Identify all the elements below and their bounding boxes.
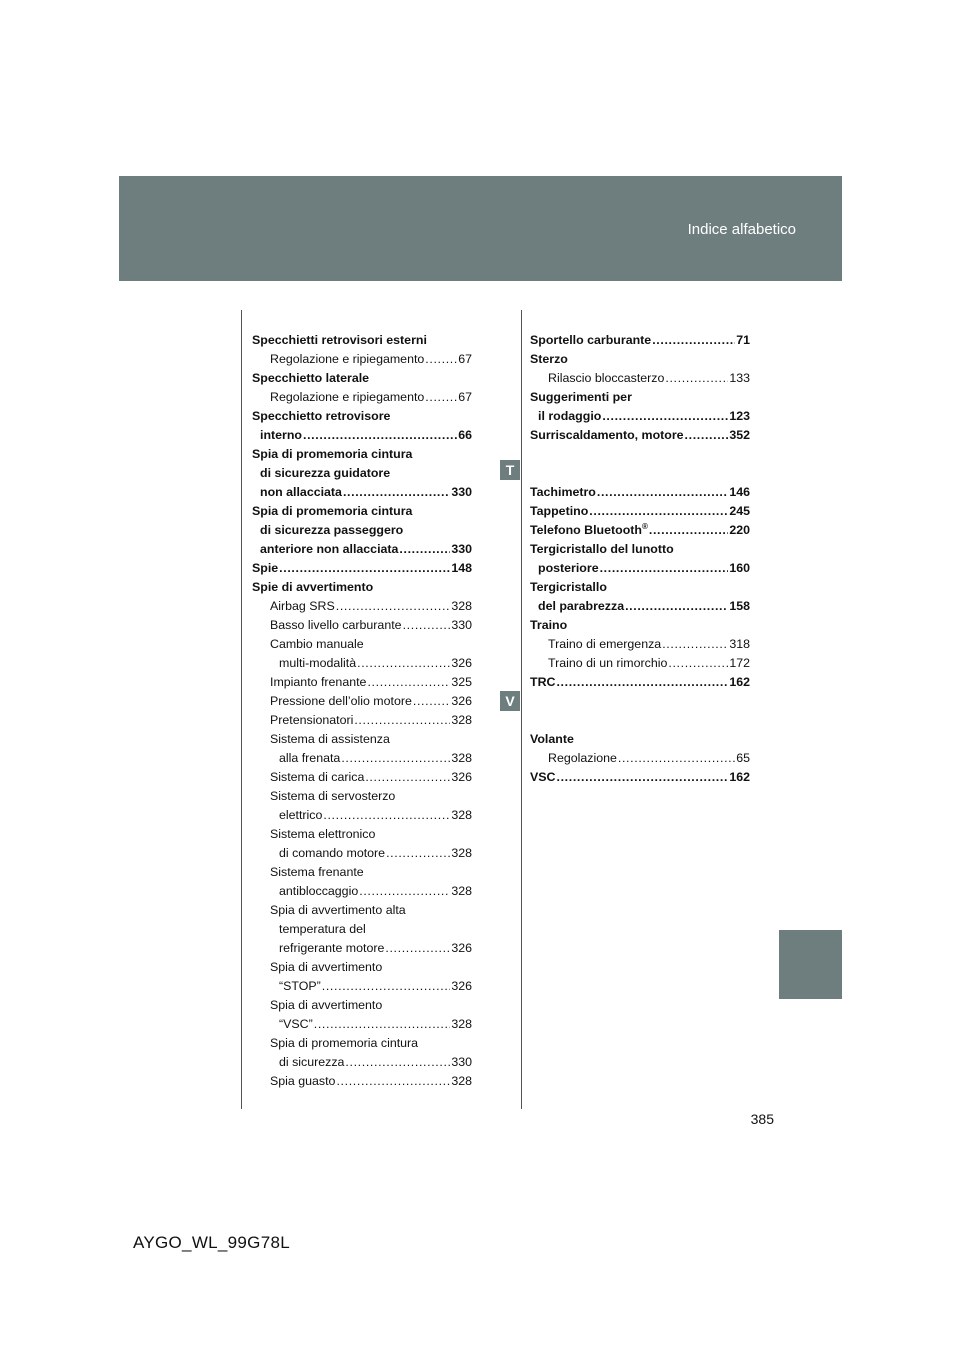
index-entry-term: Specchietto retrovisore — [252, 409, 391, 423]
index-entry-term: posteriore — [538, 561, 599, 575]
index-entry-term: temperatura del — [279, 922, 366, 936]
document-code: AYGO_WL_99G78L — [133, 1233, 290, 1252]
index-entry-page: 328 — [451, 713, 472, 727]
dot-leader — [322, 977, 451, 996]
dot-leader — [336, 1072, 450, 1091]
index-entry — [252, 692, 472, 711]
index-entry-page: 330 — [451, 542, 472, 556]
index-entry-term: Spia di promemoria cintura — [252, 447, 413, 461]
index-entry-term: Impianto frenante — [270, 675, 367, 689]
index-entry-term: Spia di promemoria cintura — [270, 1036, 419, 1050]
index-entry — [530, 502, 750, 521]
index-entry — [252, 483, 472, 502]
letter-badge-t: T — [500, 460, 520, 480]
index-entry-term: Surriscaldamento, motore — [530, 428, 684, 442]
index-group-t — [530, 483, 750, 692]
index-entry — [252, 977, 472, 996]
index-entry-page: 162 — [729, 675, 750, 689]
index-entry — [252, 996, 472, 1015]
index-entry-term: Spie di avvertimento — [252, 580, 374, 594]
index-entry — [252, 673, 472, 692]
index-entry-term: del parabrezza — [538, 599, 625, 613]
index-entry — [252, 749, 472, 768]
index-entry-page: 328 — [451, 1017, 472, 1031]
index-entry-term: Volante — [530, 732, 574, 746]
dot-leader — [357, 654, 450, 673]
index-entry — [252, 426, 472, 445]
index-entry-page: 133 — [729, 371, 750, 385]
dot-leader — [341, 749, 450, 768]
index-entry-page: 65 — [736, 751, 750, 765]
index-entry-page: 245 — [729, 504, 750, 518]
index-entry-term: Regolazione — [548, 751, 617, 765]
index-entry-page: 67 — [458, 390, 472, 404]
dot-leader — [359, 882, 450, 901]
index-entry-page: 328 — [451, 846, 472, 860]
index-entry — [252, 635, 472, 654]
dot-leader — [336, 597, 451, 616]
column-divider-middle — [521, 310, 522, 1109]
index-entry — [530, 559, 750, 578]
dot-leader — [425, 350, 457, 369]
index-entry-page: 328 — [451, 599, 472, 613]
index-entry-page: 328 — [451, 751, 472, 765]
index-entry-page: 148 — [451, 561, 472, 575]
index-entry — [530, 350, 750, 369]
index-entry-term: Pressione dell’olio motore — [270, 694, 412, 708]
index-entry — [252, 654, 472, 673]
dot-leader — [668, 654, 728, 673]
index-entry-term: Traino — [530, 618, 568, 632]
index-entry-term: il rodaggio — [538, 409, 602, 423]
dot-leader — [556, 768, 728, 787]
dot-leader — [425, 388, 457, 407]
index-entry-term: refrigerante motore — [279, 941, 385, 955]
index-entry-term: “VSC” — [279, 1017, 313, 1031]
registered-mark: ® — [641, 521, 648, 531]
index-entry — [252, 388, 472, 407]
index-entry — [252, 844, 472, 863]
index-group-v — [530, 730, 750, 787]
index-entry — [252, 1034, 472, 1053]
index-entry — [530, 578, 750, 597]
dot-leader — [602, 407, 728, 426]
index-entry — [530, 635, 750, 654]
dot-leader — [652, 331, 735, 350]
index-entry-page: 330 — [451, 1055, 472, 1069]
index-entry-term: Regolazione e ripiegamento — [270, 352, 425, 366]
index-entry-term: Airbag SRS — [270, 599, 335, 613]
index-entry-term: Spia di avvertimento — [270, 998, 383, 1012]
index-entry-term: Spie — [252, 561, 279, 575]
index-entry-term: Tergicristallo del lunotto — [530, 542, 674, 556]
index-entry-page: 330 — [451, 485, 472, 499]
index-entry-page: 160 — [729, 561, 750, 575]
index-entry — [252, 1053, 472, 1072]
index-entry — [252, 939, 472, 958]
index-entry-term: Tappetino — [530, 504, 589, 518]
index-entry-term: multi-modalità — [279, 656, 357, 670]
index-entry — [530, 540, 750, 559]
index-entry-term: TRC — [530, 675, 556, 689]
index-entry-term: Tachimetro — [530, 485, 596, 499]
dot-leader — [354, 711, 450, 730]
index-entry — [252, 730, 472, 749]
index-entry-term: Spia di promemoria cintura — [252, 504, 413, 518]
dot-leader — [625, 597, 728, 616]
index-entry — [530, 654, 750, 673]
index-entry — [530, 673, 750, 692]
dot-leader — [314, 1015, 451, 1034]
index-entry-page: 328 — [451, 808, 472, 822]
index-entry-page: 330 — [451, 618, 472, 632]
index-entry — [252, 559, 472, 578]
index-entry — [252, 806, 472, 825]
index-entry-term: di sicurezza guidatore — [260, 466, 391, 480]
index-entry — [252, 502, 472, 521]
index-entry — [252, 711, 472, 730]
index-entry — [530, 521, 750, 540]
index-entry — [530, 369, 750, 388]
index-entry — [252, 882, 472, 901]
index-entry — [252, 616, 472, 635]
index-entry-page: 326 — [451, 941, 472, 955]
dot-leader — [618, 749, 735, 768]
index-entry — [252, 350, 472, 369]
index-entry-term: Telefono Bluetooth® — [530, 521, 648, 537]
index-entry — [252, 407, 472, 426]
index-entry — [530, 749, 750, 768]
index-entry-term: Spia guasto — [270, 1074, 336, 1088]
index-entry — [252, 464, 472, 483]
dot-leader — [345, 1053, 450, 1072]
dot-leader — [367, 673, 450, 692]
header-band — [119, 176, 842, 281]
index-entry-term: antibloccaggio — [279, 884, 359, 898]
index-entry-page: 172 — [729, 656, 750, 670]
index-entry-term: VSC — [530, 770, 556, 784]
index-entry-term: Suggerimenti per — [530, 390, 632, 404]
page-number: 385 — [750, 1111, 774, 1127]
dot-leader — [413, 692, 450, 711]
index-entry-page: 162 — [729, 770, 750, 784]
index-entry-term: non allacciata — [260, 485, 342, 499]
index-entry-page: 318 — [729, 637, 750, 651]
index-entry — [252, 787, 472, 806]
dot-leader — [589, 502, 728, 521]
index-entry-page: 326 — [451, 979, 472, 993]
index-entry — [252, 331, 472, 350]
index-entry-term: anteriore non allacciata — [260, 542, 399, 556]
index-entry-page: 326 — [451, 694, 472, 708]
index-entry-term: di sicurezza — [279, 1055, 345, 1069]
index-entry — [252, 920, 472, 939]
index-entry-term: alla frenata — [279, 751, 341, 765]
dot-leader — [685, 426, 729, 445]
index-entry-page: 220 — [729, 523, 750, 537]
index-entry-page: 326 — [451, 656, 472, 670]
index-entry-term: Specchietti retrovisori esterni — [252, 333, 427, 347]
dot-leader — [600, 559, 729, 578]
index-entry — [530, 331, 750, 350]
dot-leader — [385, 939, 450, 958]
dot-leader — [399, 540, 450, 559]
index-entry-page: 352 — [729, 428, 750, 442]
index-entry-term: Spia di avvertimento — [270, 960, 383, 974]
section-title: Indice alfabetico — [687, 221, 796, 238]
index-entry-term: Specchietto laterale — [252, 371, 370, 385]
index-column-left — [252, 331, 472, 1091]
index-entry-page: 146 — [729, 485, 750, 499]
index-entry — [252, 597, 472, 616]
index-entry-term: Sistema frenante — [270, 865, 364, 879]
index-entry-term: di sicurezza passeggero — [260, 523, 404, 537]
index-entry — [252, 578, 472, 597]
index-entry-term: Sistema elettronico — [270, 827, 376, 841]
index-group-s — [530, 331, 750, 445]
index-entry — [530, 426, 750, 445]
index-entry — [252, 768, 472, 787]
index-entry-page: 328 — [451, 1074, 472, 1088]
index-entry — [252, 825, 472, 844]
dot-leader — [649, 521, 728, 540]
dot-leader — [597, 483, 728, 502]
index-entry-term: Traino di emergenza — [548, 637, 662, 651]
index-entry-term: Spia di avvertimento alta — [270, 903, 406, 917]
index-entry-page: 158 — [729, 599, 750, 613]
dot-leader — [662, 635, 728, 654]
index-entry-term: interno — [260, 428, 302, 442]
index-entry-term: Sistema di servosterzo — [270, 789, 396, 803]
index-entry-page: 67 — [458, 352, 472, 366]
letter-badge-v: V — [500, 691, 520, 711]
index-entry-page: 66 — [458, 428, 472, 442]
index-entry-page: 328 — [451, 884, 472, 898]
index-entry-term: “STOP” — [279, 979, 321, 993]
index-entry — [252, 540, 472, 559]
index-entry-term: Basso livello carburante — [270, 618, 402, 632]
index-entry — [252, 1015, 472, 1034]
dot-leader — [323, 806, 450, 825]
section-thumb-tab — [779, 930, 842, 999]
dot-leader — [556, 673, 728, 692]
index-entry — [252, 863, 472, 882]
index-entry-page: 71 — [736, 333, 750, 347]
index-entry-term: Rilascio bloccasterzo — [548, 371, 665, 385]
index-entry — [252, 521, 472, 540]
dot-leader — [279, 559, 450, 578]
index-entry-term: elettrico — [279, 808, 323, 822]
index-entry — [252, 445, 472, 464]
index-entry-term: Pretensionatori — [270, 713, 354, 727]
index-entry-term: Sportello carburante — [530, 333, 652, 347]
index-entry — [530, 730, 750, 749]
dot-leader — [403, 616, 451, 635]
index-entry — [252, 901, 472, 920]
index-entry-term: di comando motore — [279, 846, 386, 860]
index-entry-term: Sistema di assistenza — [270, 732, 390, 746]
index-entry-page: 326 — [451, 770, 472, 784]
index-entry — [530, 388, 750, 407]
index-entry — [530, 483, 750, 502]
dot-leader — [343, 483, 450, 502]
index-entry-page: 325 — [451, 675, 472, 689]
index-entry — [252, 369, 472, 388]
dot-leader — [665, 369, 728, 388]
index-entry-term: Sistema di carica — [270, 770, 365, 784]
index-entry — [530, 616, 750, 635]
dot-leader — [386, 844, 450, 863]
index-entry-term: Tergicristallo — [530, 580, 607, 594]
index-entry-term: Sterzo — [530, 352, 568, 366]
index-column-right — [530, 331, 750, 787]
index-entry-term: Regolazione e ripiegamento — [270, 390, 425, 404]
dot-leader — [303, 426, 457, 445]
column-divider-left — [241, 310, 242, 1109]
index-entry-term: Cambio manuale — [270, 637, 364, 651]
index-entry — [530, 407, 750, 426]
dot-leader — [365, 768, 450, 787]
index-entry — [530, 768, 750, 787]
index-entry — [252, 958, 472, 977]
index-entry-page: 123 — [729, 409, 750, 423]
index-entry — [530, 597, 750, 616]
index-entry — [252, 1072, 472, 1091]
index-entry-term: Traino di un rimorchio — [548, 656, 668, 670]
